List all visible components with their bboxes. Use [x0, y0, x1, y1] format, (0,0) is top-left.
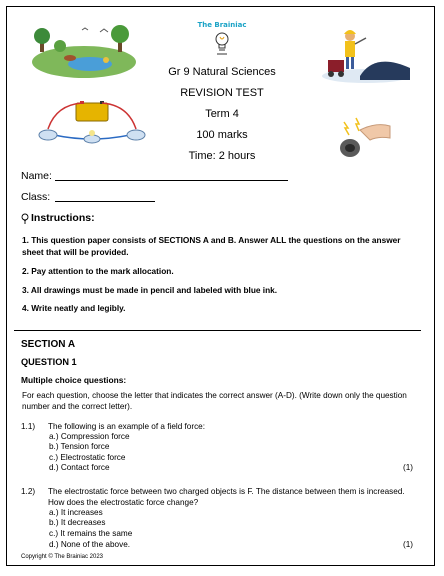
question-intro: For each question, choose the letter that indicates the correct answer (A-D). (Write down only the question number and the correct letter).: [22, 391, 407, 411]
miner-illustration: [320, 24, 412, 84]
question-text: The electrostatic force between two charged objects is F. The distance between them is increased. How does the electrostatic force change?: [48, 487, 405, 507]
time-label: Time: 2 hours: [188, 150, 256, 162]
circuit-illustration: [36, 99, 148, 149]
question-number: 1.1): [21, 422, 36, 431]
test-title: REVISION TEST: [180, 87, 264, 99]
instruction-item: 3. All drawings must be made in pencil and labeled with blue ink.: [22, 285, 278, 295]
question-marks: (1): [403, 463, 414, 472]
brand-name: The Brainiac: [197, 21, 247, 29]
class-label: Class:: [21, 191, 51, 203]
question-text: The following is an example of a field force:: [48, 422, 206, 431]
copyright-text: Copyright © The Brainiac 2023: [21, 554, 104, 560]
answer-option: c.) It remains the same: [49, 529, 133, 538]
answer-option: b.) It decreases: [49, 518, 106, 527]
instruction-item: 4. Write neatly and legibly.: [22, 303, 126, 313]
subject-title: Gr 9 Natural Sciences: [168, 66, 276, 78]
name-label: Name:: [21, 170, 52, 182]
answer-option: b.) Tension force: [49, 442, 110, 451]
divider: [14, 330, 421, 331]
question-marks: (1): [403, 540, 414, 549]
answer-option: a.) Compression force: [49, 432, 130, 441]
question-title: QUESTION 1: [21, 357, 77, 367]
answer-option: a.) It increases: [49, 508, 103, 517]
name-field-line[interactable]: [55, 180, 288, 181]
instruction-item: 2. Pay attention to the mark allocation.: [22, 266, 174, 276]
term-label: Term 4: [205, 108, 239, 120]
answer-option: d.) None of the above.: [49, 540, 131, 549]
instructions-title: Instructions:: [31, 212, 95, 224]
lightbulb-logo-icon: [213, 31, 231, 57]
marks-label: 100 marks: [196, 129, 248, 141]
question-subtitle: Multiple choice questions:: [21, 375, 127, 385]
answer-option: c.) Electrostatic force: [49, 453, 126, 462]
instruction-item: 1. This question paper consists of SECTIONS A and B. Answer ALL the questions on the answer sheet that will be provided.: [22, 235, 401, 257]
section-title: SECTION A: [21, 339, 76, 350]
ecosystem-illustration: [30, 24, 138, 80]
question-number: 1.2): [21, 487, 36, 496]
answer-option: d.) Contact force: [49, 463, 110, 472]
magnet-hand-illustration: [330, 116, 392, 162]
class-field-line[interactable]: [55, 201, 155, 202]
lightbulb-icon: [21, 213, 29, 224]
